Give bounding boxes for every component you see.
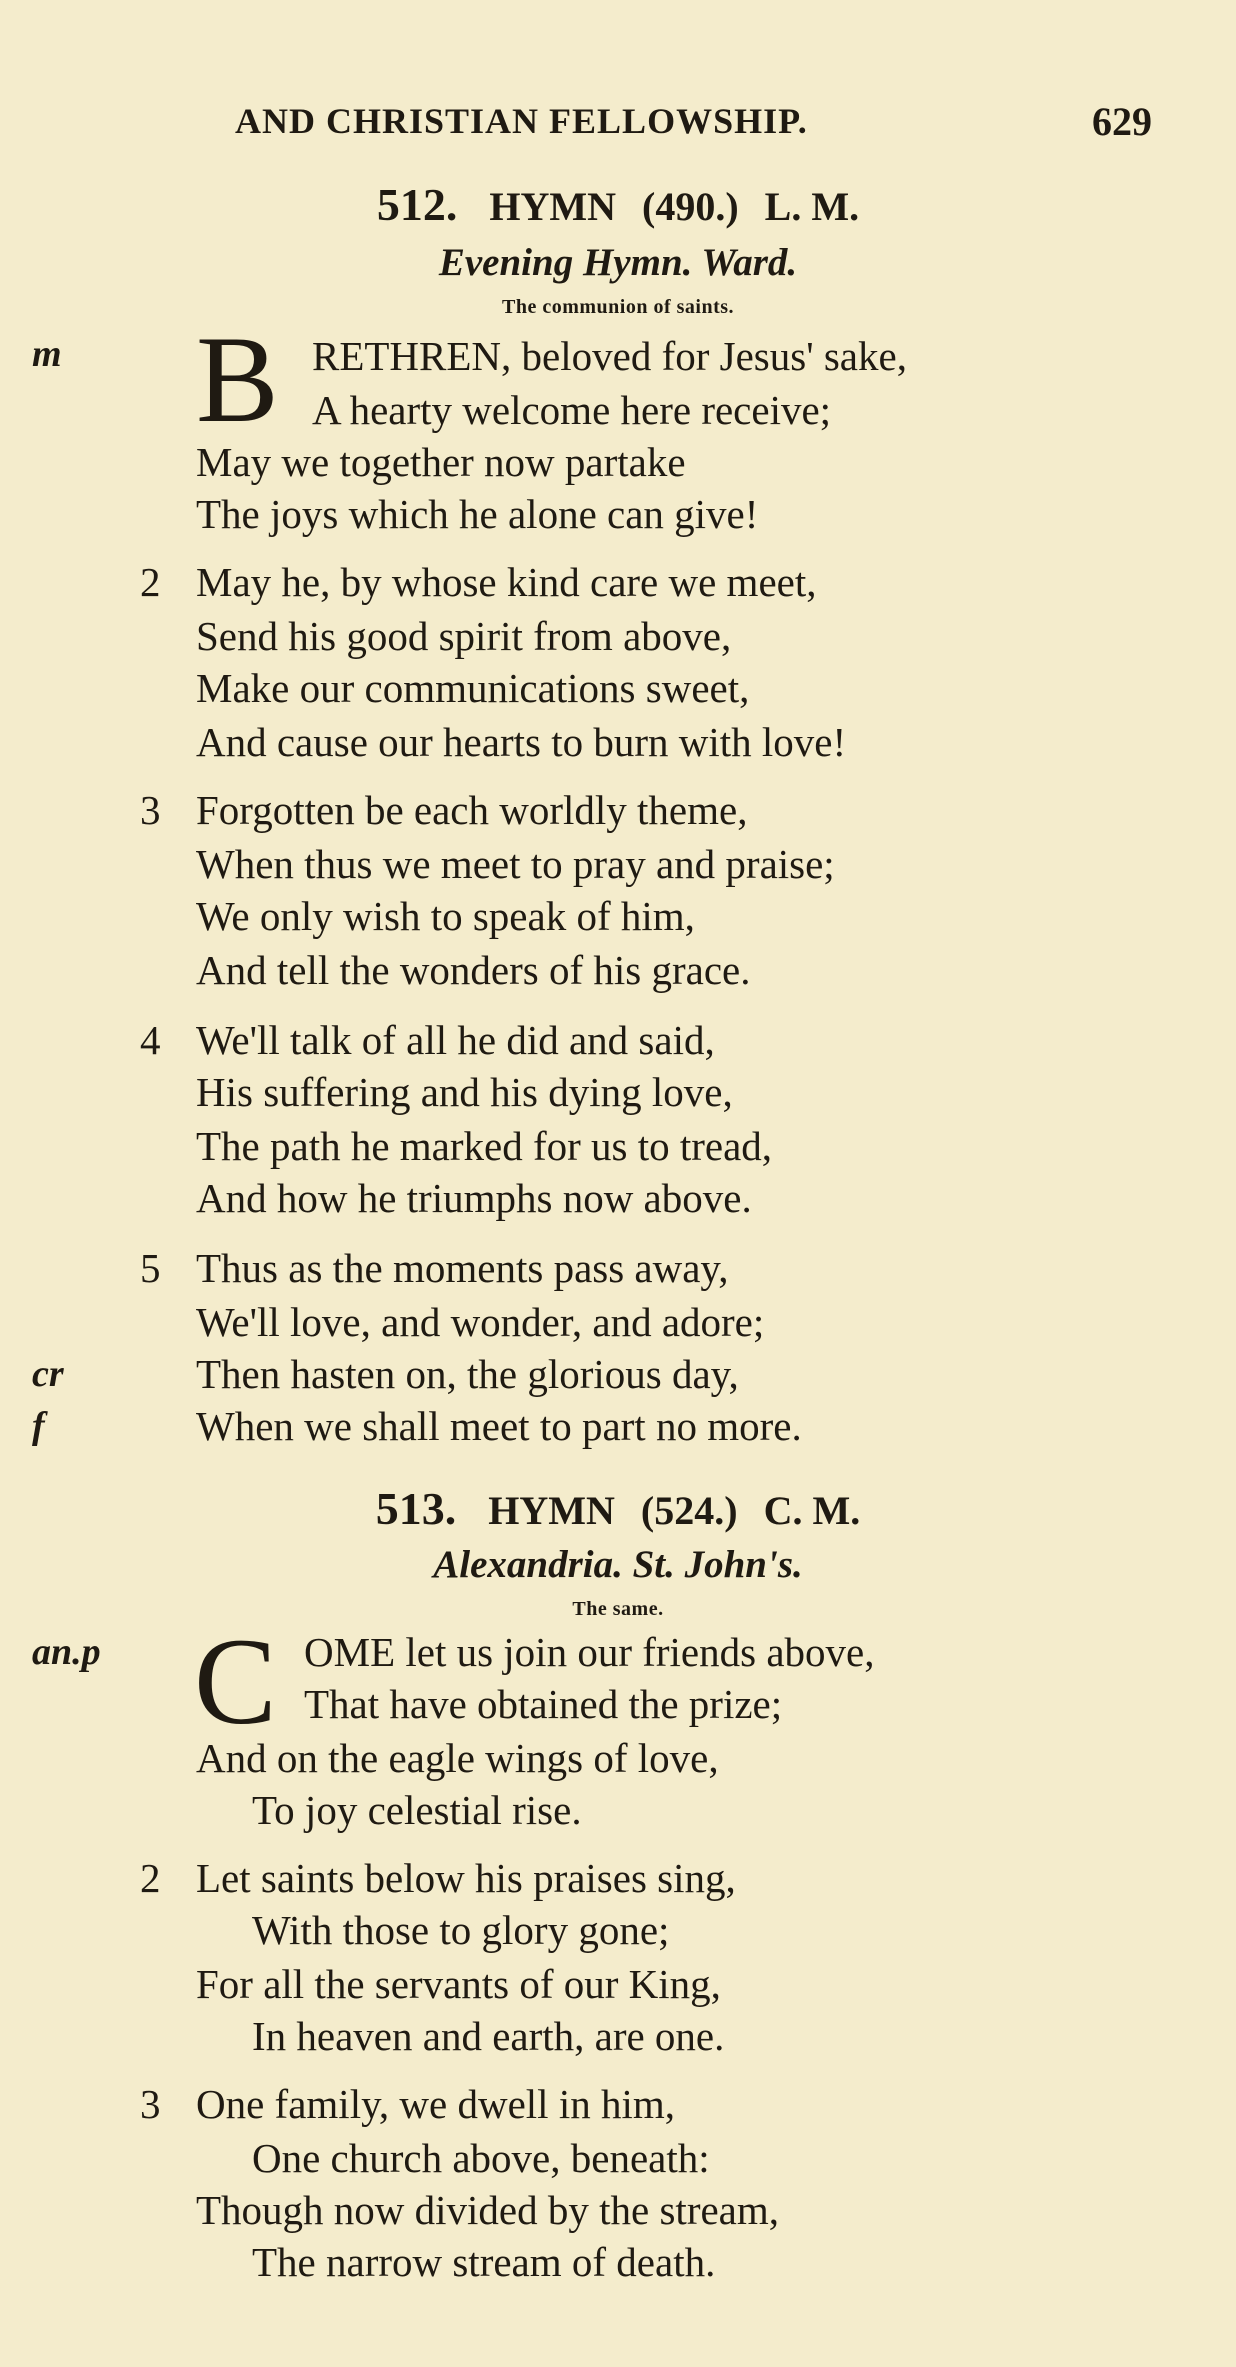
hymn-513-subject: The same. xyxy=(572,1598,664,1620)
hymn-line: When thus we meet to pray and praise; xyxy=(196,841,835,887)
hymn-label: HYMN xyxy=(488,1488,615,1533)
hymn-line: A hearty welcome here receive; xyxy=(312,387,832,433)
hymn-line: May he, by whose kind care we meet, xyxy=(196,559,817,605)
stanza-number: 3 xyxy=(140,2081,161,2127)
hymn-alt-number: (490.) xyxy=(642,184,739,229)
hymn-line: RETHREN, beloved for Jesus' sake, xyxy=(312,333,907,379)
hymn-line: Make our communications sweet, xyxy=(196,665,750,711)
hymn-line: And tell the wonders of his grace. xyxy=(196,947,751,993)
hymn-line: His suffering and his dying love, xyxy=(196,1069,733,1115)
hymn-line: To joy celestial rise. xyxy=(252,1787,582,1833)
dynamic-mark: cr xyxy=(32,1353,64,1395)
hymn-line: Send his good spirit from above, xyxy=(196,613,732,659)
dynamic-mark: m xyxy=(32,333,62,375)
stanza-number: 3 xyxy=(140,787,161,833)
hymn-line: With those to glory gone; xyxy=(252,1907,670,1953)
hymn-line: When we shall meet to part no more. xyxy=(196,1403,802,1449)
hymn-512-title xyxy=(0,178,1236,231)
hymn-513-tunes: Alexandria. St. John's. xyxy=(433,1543,803,1586)
dynamic-mark: an.p xyxy=(32,1631,101,1673)
hymn-line: The path he marked for us to tread, xyxy=(196,1123,773,1169)
hymn-alt-number: (524.) xyxy=(640,1488,738,1533)
hymn-line: Thus as the moments pass away, xyxy=(196,1245,729,1291)
hymn-line: Forgotten be each worldly theme, xyxy=(196,787,748,833)
hymn-line: And how he triumphs now above. xyxy=(196,1175,752,1221)
hymn-line: And on the eagle wings of love, xyxy=(196,1735,719,1781)
hymn-number: 512. xyxy=(376,179,458,230)
hymn-512-subject: The communion of saints. xyxy=(501,296,735,318)
hymn-line: The narrow stream of death. xyxy=(252,2239,716,2285)
stanza-number: 5 xyxy=(140,1245,161,1291)
hymn-line: One church above, beneath: xyxy=(252,2135,710,2181)
hymn-line: That have obtained the prize; xyxy=(304,1681,783,1727)
page-number: 629 xyxy=(1092,99,1152,144)
hymn-line: We'll love, and wonder, and adore; xyxy=(196,1299,765,1345)
stanza-number: 2 xyxy=(140,559,161,605)
hymn-line: Then hasten on, the glorious day, xyxy=(196,1351,739,1397)
hymn-number: 513. xyxy=(375,1483,457,1534)
hymn-meter: L. M. xyxy=(764,184,860,229)
drop-cap-letter: C xyxy=(194,1613,277,1750)
hymn-meter: C. M. xyxy=(763,1488,861,1533)
hymn-line: May we together now partake xyxy=(196,439,686,485)
hymn-line: We only wish to speak of him, xyxy=(196,893,695,939)
drop-cap-letter: B xyxy=(196,311,279,448)
stanza-number: 4 xyxy=(140,1017,161,1063)
hymn-line: We'll talk of all he did and said, xyxy=(196,1017,715,1063)
hymn-line: One family, we dwell in him, xyxy=(196,2081,675,2127)
stanza-number: 2 xyxy=(140,1855,161,1901)
hymn-line: And cause our hearts to burn with love! xyxy=(196,719,847,765)
hymn-512-tunes: Evening Hymn. Ward. xyxy=(438,241,798,284)
hymn-513-title xyxy=(0,1482,1236,1535)
running-head: AND CHRISTIAN FELLOWSHIP. xyxy=(235,101,808,141)
dynamic-mark: f xyxy=(32,1405,45,1447)
hymn-line: In heaven and earth, are one. xyxy=(252,2013,725,2059)
hymn-line: The joys which he alone can give! xyxy=(196,491,759,537)
hymn-line: OME let us join our friends above, xyxy=(304,1629,875,1675)
hymn-label: HYMN xyxy=(489,184,617,229)
hymn-line: For all the servants of our King, xyxy=(196,1961,721,2007)
hymn-line: Though now divided by the stream, xyxy=(196,2187,780,2233)
hymn-line: Let saints below his praises sing, xyxy=(196,1855,736,1901)
